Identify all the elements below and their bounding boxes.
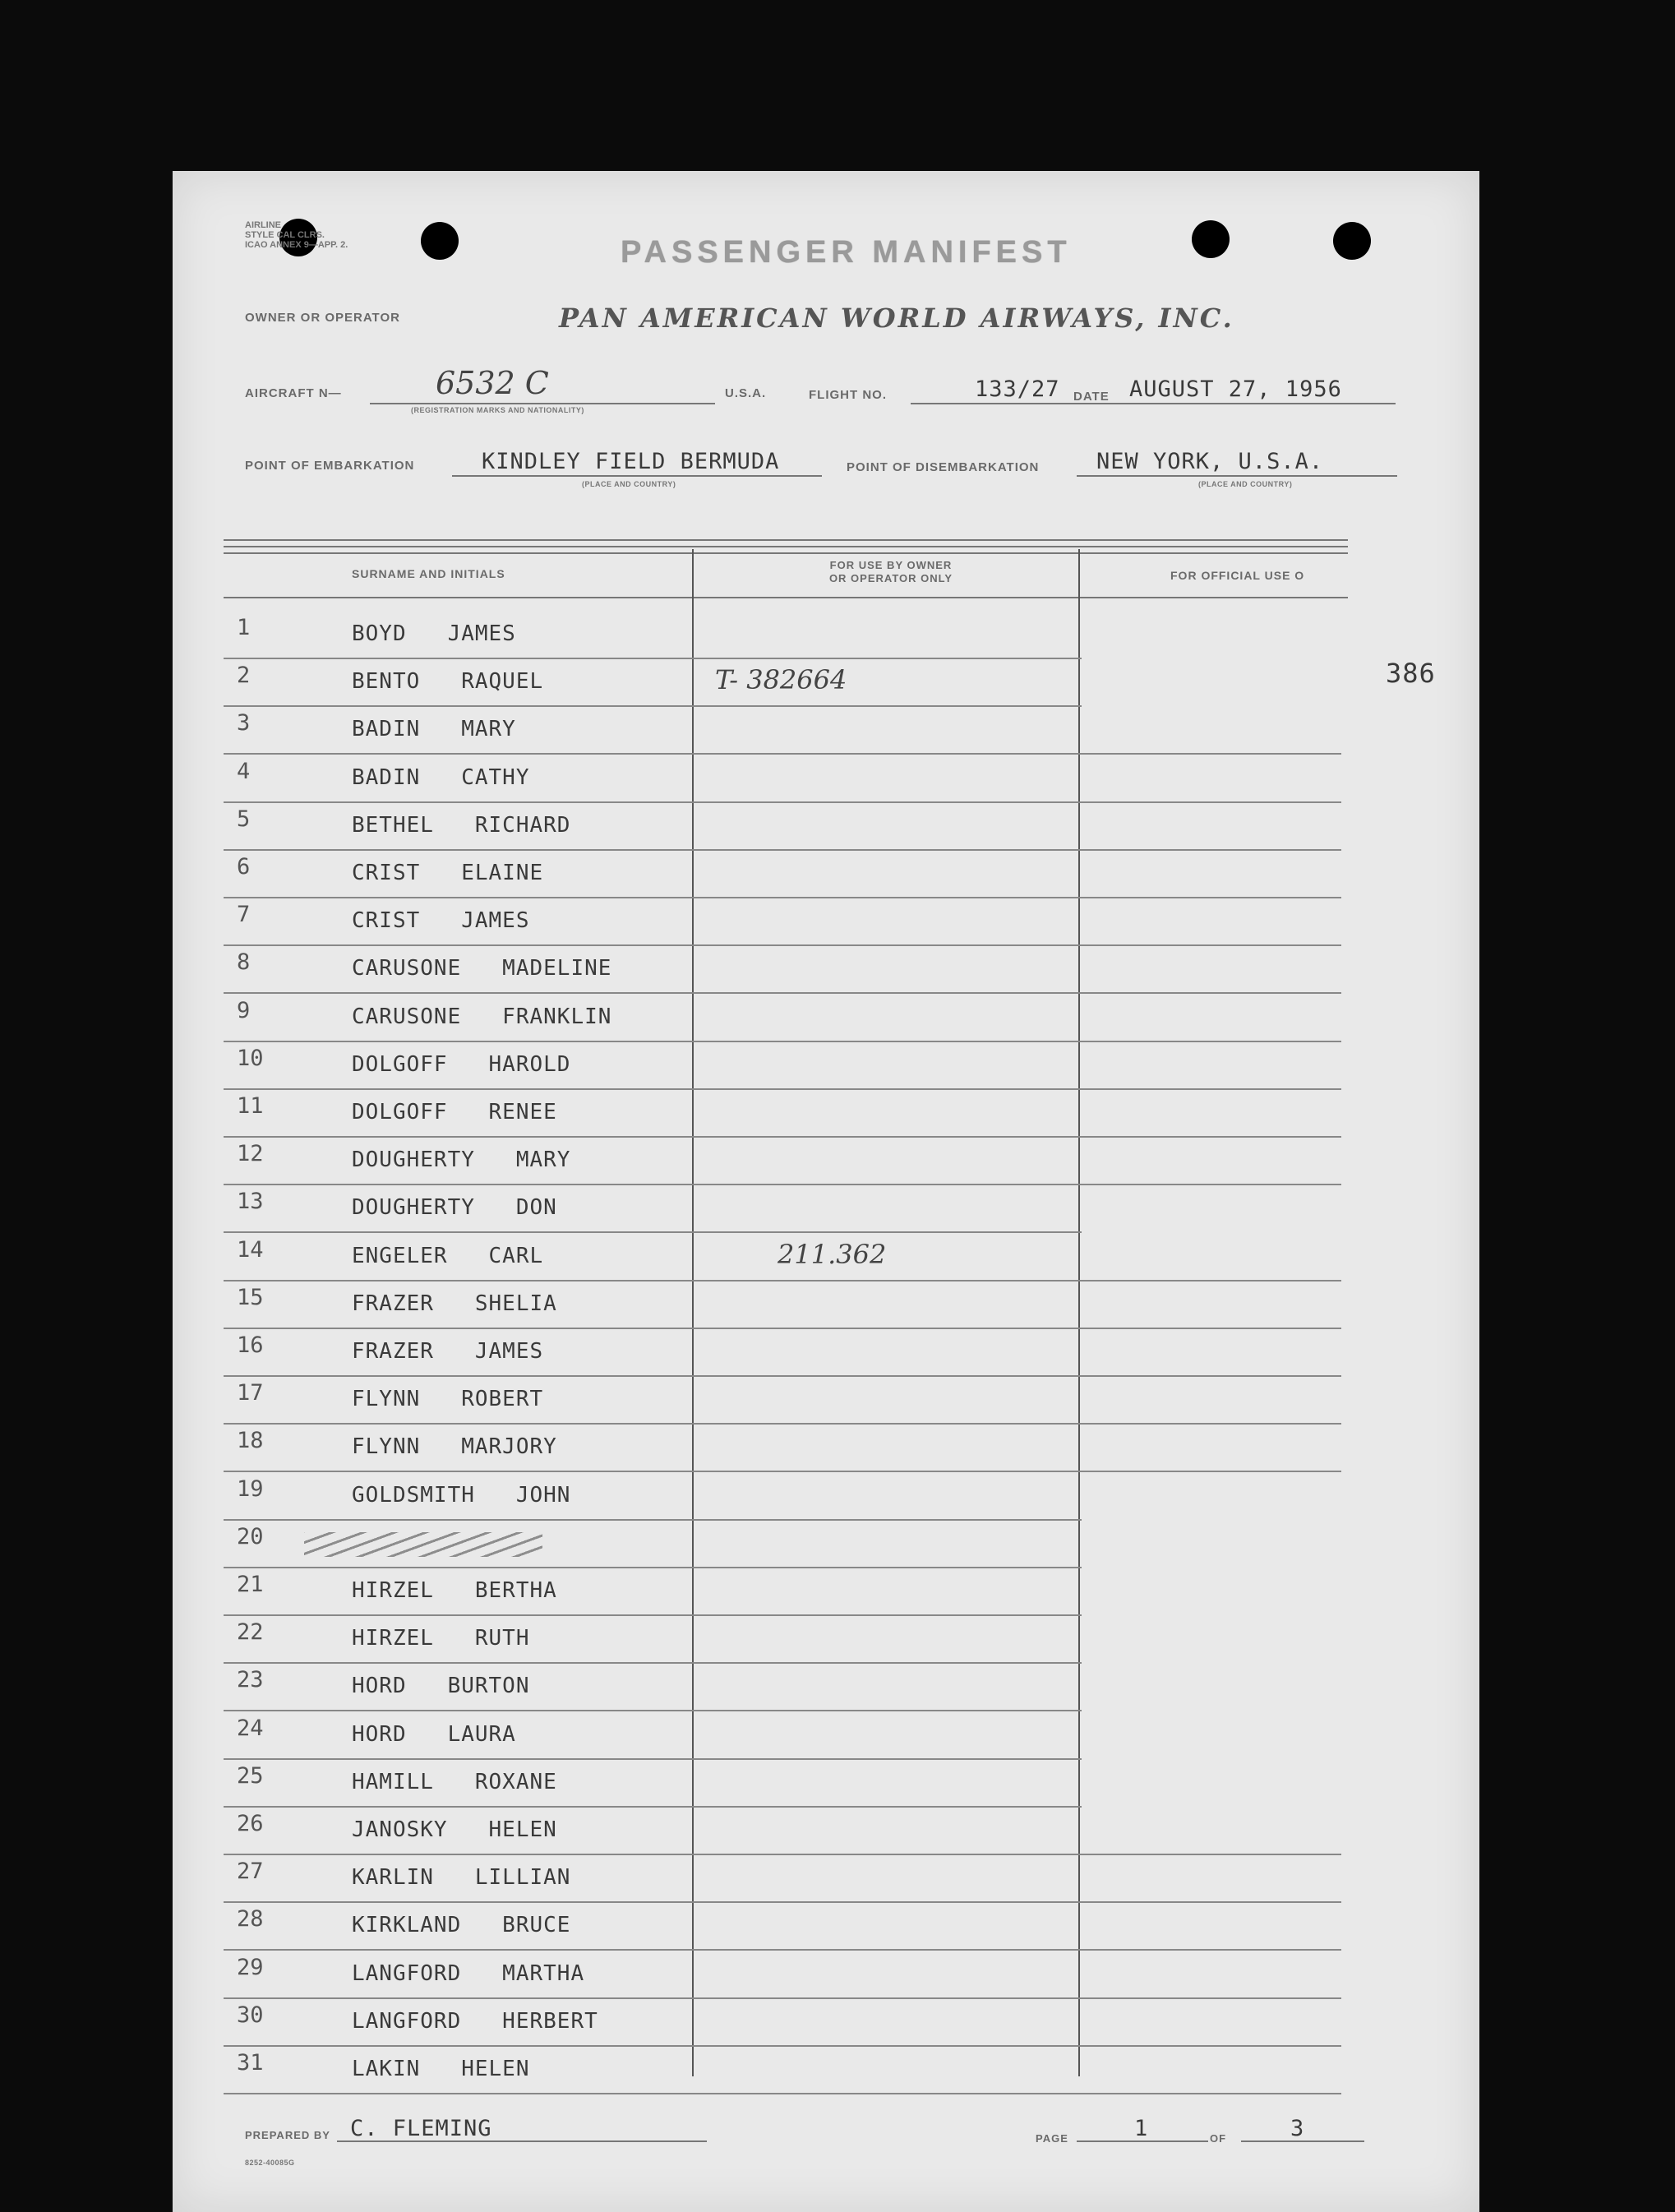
passenger-name: KARLIN LILLIAN <box>352 1865 571 1891</box>
table-row <box>173 1999 1479 2047</box>
table-row <box>173 995 1479 1042</box>
manifest-sheet <box>173 171 1479 2212</box>
struck-out-entry <box>304 1532 542 1557</box>
row-number: 24 <box>237 1715 264 1741</box>
punch-hole-2 <box>421 222 459 260</box>
table-row <box>173 1855 1479 1903</box>
table-row <box>173 851 1479 898</box>
passenger-name: LANGFORD HERBERT <box>352 2008 598 2034</box>
table-row <box>173 707 1479 755</box>
header-rule-top <box>224 539 1348 541</box>
owner-note: T- 382664 <box>715 664 847 696</box>
of-label: OF <box>1210 2132 1227 2145</box>
row-number: 10 <box>237 1045 264 1071</box>
row-number: 11 <box>237 1093 264 1119</box>
passenger-name: LAKIN HELEN <box>352 2057 530 2081</box>
table-row <box>173 898 1479 946</box>
passenger-name: HIRZEL BERTHA <box>352 1578 557 1603</box>
row-number: 25 <box>237 1762 264 1789</box>
of-value: 3 <box>1290 2116 1305 2141</box>
table-row <box>173 1808 1479 1855</box>
embark-note: (PLACE AND COUNTRY) <box>582 480 676 488</box>
punch-hole-3 <box>1192 220 1230 258</box>
embark-label: POINT OF EMBARKATION <box>245 459 415 473</box>
aircraft-value: 6532 C <box>436 365 549 401</box>
row-number: 29 <box>237 1954 264 1980</box>
passenger-name: DOUGHERTY MARY <box>352 1148 571 1173</box>
row-number: 19 <box>237 1475 264 1502</box>
row-number: 30 <box>237 2002 264 2028</box>
passenger-name: CRIST ELAINE <box>352 861 544 885</box>
row-number: 21 <box>237 1572 264 1597</box>
table-row <box>173 1281 1479 1329</box>
table-row <box>173 1951 1479 1999</box>
disembark-label: POINT OF DISEMBARKATION <box>847 460 1040 474</box>
form-title: PASSENGER MANIFEST <box>621 235 1072 270</box>
row-number: 15 <box>237 1284 264 1310</box>
passenger-name: BETHEL RICHARD <box>352 812 571 838</box>
disembark-value: NEW YORK, U.S.A. <box>1096 449 1324 474</box>
flight-value: 133/27 <box>975 376 1060 402</box>
table-row <box>173 755 1479 803</box>
table-row <box>173 1377 1479 1425</box>
row-number: 31 <box>237 2050 264 2076</box>
page-value: 1 <box>1134 2116 1149 2141</box>
embark-line <box>452 475 822 477</box>
header-rule-top-3 <box>224 552 1348 554</box>
row-number: 23 <box>237 1667 264 1693</box>
row-number: 2 <box>237 663 251 689</box>
passenger-name: DOLGOFF HAROLD <box>352 1051 571 1077</box>
aircraft-label: AIRCRAFT N— <box>245 386 342 400</box>
row-number: 16 <box>237 1332 264 1358</box>
row-number: 1 <box>237 615 251 640</box>
prepared-value: C. FLEMING <box>350 2116 492 2141</box>
row-number: 8 <box>237 949 251 976</box>
passenger-name: HORD BURTON <box>352 1674 530 1699</box>
date-line <box>1119 403 1396 404</box>
row-number: 4 <box>237 758 251 784</box>
passenger-name: JANOSKY HELEN <box>352 1817 557 1842</box>
passenger-name: ENGELER CARL <box>352 1243 544 1268</box>
row-number: 6 <box>237 854 251 880</box>
row-number: 9 <box>237 997 251 1023</box>
row-number: 28 <box>237 1906 264 1933</box>
passenger-name: HORD LAURA <box>352 1721 516 1747</box>
table-row <box>173 1090 1479 1138</box>
table-row <box>173 1521 1479 1568</box>
punch-hole-4 <box>1333 222 1371 260</box>
table-row <box>173 1712 1479 1760</box>
passenger-name: FLYNN ROBERT <box>352 1387 544 1412</box>
disembark-note: (PLACE AND COUNTRY) <box>1198 480 1293 488</box>
annex-note <box>245 220 418 250</box>
date-label: DATE <box>1073 390 1110 404</box>
passenger-name: FLYNN MARJORY <box>352 1434 557 1460</box>
row-number: 20 <box>237 1523 264 1549</box>
row-number: 5 <box>237 806 251 832</box>
registration-note: (REGISTRATION MARKS AND NATIONALITY) <box>411 406 584 414</box>
passenger-name: DOUGHERTY DON <box>352 1195 557 1221</box>
row-number: 7 <box>237 902 251 928</box>
passenger-name: FRAZER JAMES <box>352 1339 544 1364</box>
table-row <box>173 2047 1479 2094</box>
row-number: 22 <box>237 1619 264 1646</box>
passenger-name: BADIN CATHY <box>352 764 530 790</box>
row-number: 13 <box>237 1189 264 1215</box>
table-row <box>173 659 1479 707</box>
row-number: 12 <box>237 1141 264 1167</box>
table-row <box>173 1042 1479 1090</box>
col-surname-header: SURNAME AND INITIALS <box>352 567 505 580</box>
row-number: 27 <box>237 1859 264 1885</box>
passenger-name: HIRZEL RUTH <box>352 1626 530 1651</box>
table-row <box>173 1425 1479 1472</box>
table-row <box>173 612 1479 659</box>
table-row <box>173 1329 1479 1377</box>
table-row <box>173 946 1479 994</box>
header-rule-bottom <box>224 597 1348 598</box>
col-owner-header-line1: FOR USE BY OWNER <box>829 559 953 571</box>
flight-label: FLIGHT NO. <box>809 388 887 402</box>
row-number: 3 <box>237 710 251 737</box>
disembark-line <box>1077 475 1397 477</box>
col-official-header: FOR OFFICIAL USE O <box>1170 569 1305 582</box>
table-row <box>173 1903 1479 1951</box>
passenger-name: BENTO RAQUEL <box>352 669 544 695</box>
passenger-name: BADIN MARY <box>352 717 516 742</box>
row-number: 18 <box>237 1428 264 1454</box>
date-value: AUGUST 27, 1956 <box>1129 376 1342 402</box>
table-row <box>173 1473 1479 1521</box>
table-row <box>173 1664 1479 1711</box>
row-number: 14 <box>237 1236 264 1263</box>
passenger-name: CARUSONE MADELINE <box>352 956 612 981</box>
row-rule <box>1082 2093 1341 2094</box>
annex-line-1: AIRLINE <box>245 220 281 230</box>
col-owner-header-line2: OR OPERATOR ONLY <box>828 572 953 584</box>
table-row <box>173 1760 1479 1808</box>
table-row <box>173 803 1479 851</box>
owner-value: PAN AMERICAN WORLD AIRWAYS, INC. <box>559 302 1234 334</box>
table-row <box>173 1185 1479 1233</box>
side-note: 386 <box>1386 658 1436 689</box>
table-row <box>173 1138 1479 1185</box>
passenger-name: FRAZER SHELIA <box>352 1291 557 1316</box>
passenger-name: GOLDSMITH JOHN <box>352 1482 571 1508</box>
form-code: 8252-40085G <box>245 2159 295 2167</box>
aircraft-line <box>370 403 715 404</box>
passenger-name: CRIST JAMES <box>352 908 530 934</box>
row-number: 26 <box>237 1811 264 1836</box>
country-label: U.S.A. <box>725 386 767 400</box>
owner-note: 211.362 <box>778 1238 887 1270</box>
prepared-label: PREPARED BY <box>245 2129 330 2141</box>
passenger-name: HAMILL ROXANE <box>352 1769 557 1794</box>
row-number: 17 <box>237 1380 264 1406</box>
embark-value: KINDLEY FIELD BERMUDA <box>482 449 780 474</box>
annex-line-2: STYLE CAL CLRS. <box>245 230 325 240</box>
passenger-name: LANGFORD MARTHA <box>352 1960 585 1986</box>
table-row <box>173 1616 1479 1664</box>
annex-line-3: ICAO ANNEX 9—APP. 2. <box>245 240 348 250</box>
table-row <box>173 1234 1479 1281</box>
page-label: PAGE <box>1036 2132 1068 2145</box>
passenger-name: CARUSONE FRANKLIN <box>352 1004 612 1029</box>
owner-label: OWNER OR OPERATOR <box>245 311 400 325</box>
row-rule <box>695 2093 1082 2094</box>
row-rule <box>224 2093 700 2094</box>
passenger-name: KIRKLAND BRUCE <box>352 1913 571 1938</box>
passenger-name: BOYD JAMES <box>352 621 516 646</box>
header-rule-top-2 <box>224 546 1348 547</box>
table-row <box>173 1568 1479 1616</box>
passenger-name: DOLGOFF RENEE <box>352 1100 557 1124</box>
